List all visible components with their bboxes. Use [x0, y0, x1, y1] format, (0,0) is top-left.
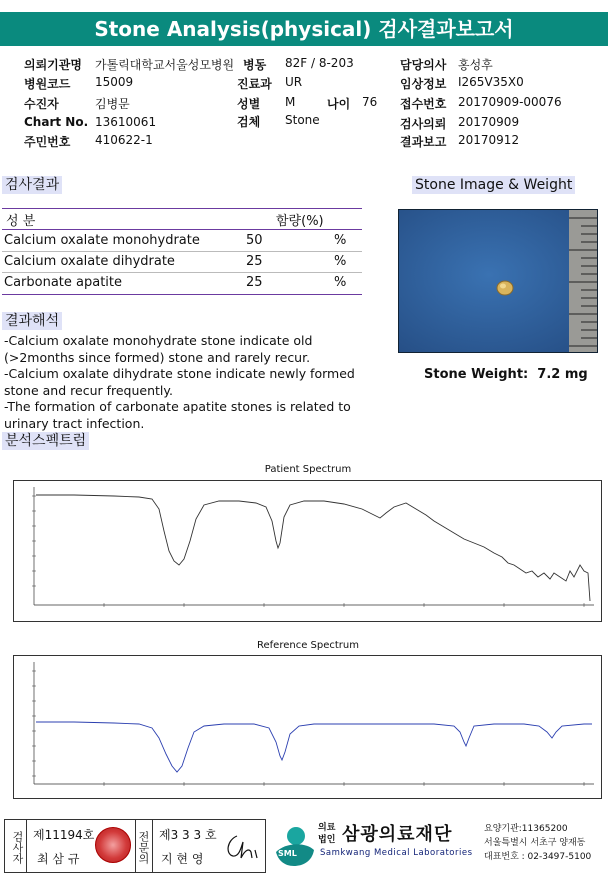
institution-value: 가톨릭대학교서울성모병원 — [95, 58, 235, 72]
sex-value: M — [285, 95, 296, 109]
dept-value: UR — [285, 75, 303, 89]
ward-value: 82F / 8-203 — [285, 56, 354, 70]
interpretation-line: -The formation of carbonate apatite stones is related to urinary tract infection. — [4, 399, 351, 431]
report-title: Stone Analysis(physical) 검사결과보고서 — [0, 12, 608, 46]
receipt-label: 접수번호 — [400, 97, 447, 111]
lab-contact — [484, 822, 591, 864]
stone-photo-graphic — [399, 210, 598, 353]
clinical-label: 임상정보 — [400, 77, 447, 91]
stone-photo — [398, 209, 598, 353]
row-unit: % — [334, 233, 347, 248]
specimen-label: 검체 — [237, 115, 261, 129]
signature-box — [4, 819, 266, 873]
hospital-code-value: 15009 — [95, 75, 134, 89]
row-unit: % — [334, 275, 347, 290]
row-value: 25 — [246, 275, 263, 290]
resident-value: 410622-1 — [95, 133, 153, 147]
col-component: 성 분 — [6, 214, 36, 229]
row-unit: % — [334, 254, 347, 269]
specialist-no: 제3 3 3 호 — [159, 828, 217, 842]
recipient-label: 수진자 — [24, 97, 59, 111]
inspector-label: 검사자 — [5, 820, 27, 872]
inspector-name: 최 삼 규 — [37, 852, 80, 866]
row-divider — [2, 251, 362, 252]
lab-code: 요양기관:11365200 — [484, 824, 568, 834]
recipient-value: 김병문 — [95, 97, 130, 111]
row-name: Calcium oxalate dihydrate — [4, 254, 175, 269]
spectrum-title: 분석스펙트럼 — [2, 432, 89, 450]
dept-label: 진료과 — [237, 77, 272, 91]
interpretation-text — [4, 333, 364, 432]
reference-spectrum-chart — [13, 655, 602, 799]
age-value: 76 — [362, 95, 378, 109]
request-label: 검사의뢰 — [400, 117, 447, 131]
lab-phone: 대표번호 : 02-3497-5100 — [484, 852, 592, 862]
patient-spectrum-line — [36, 495, 590, 601]
row-name: Calcium oxalate monohydrate — [4, 233, 200, 248]
row-value: 50 — [246, 233, 263, 248]
foundation-english: Samkwang Medical Laboratories — [320, 848, 473, 858]
logo-text: SML — [278, 849, 297, 858]
row-value: 25 — [246, 254, 263, 269]
specialist-name: 지 현 영 — [161, 852, 204, 866]
row-divider — [2, 272, 362, 273]
interpretation-line: -Calcium oxalate monohydrate stone indicate old (>2months since formed) stone and rarely recur. — [4, 333, 313, 365]
row-name: Carbonate apatite — [4, 275, 123, 290]
table-header-rule — [2, 229, 362, 230]
clinical-value: I265V35X0 — [458, 75, 524, 89]
interpretation-title: 결과해석 — [2, 312, 62, 330]
foundation-type: 의료법인 — [318, 823, 336, 845]
col-content: 함량(%) — [276, 214, 324, 229]
reference-ticks — [32, 671, 584, 786]
report-date-label: 결과보고 — [400, 135, 447, 149]
inspector-no: 제11194호 — [33, 828, 95, 842]
specimen-value: Stone — [285, 113, 320, 127]
resident-label: 주민번호 — [24, 135, 71, 149]
institution-label: 의뢰기관명 — [24, 58, 82, 72]
inspector-seal — [95, 827, 131, 863]
table-bottom-rule — [2, 294, 362, 295]
doctor-value: 홍성후 — [458, 58, 493, 72]
table-top-rule — [2, 208, 362, 209]
request-value: 20170909 — [458, 115, 520, 129]
specialist-label: 전문의 — [135, 820, 153, 872]
specialist-signature — [221, 830, 263, 864]
doctor-label: 담당의사 — [400, 58, 447, 72]
patient-spectrum-plot — [14, 481, 601, 621]
report-date-value: 20170912 — [458, 133, 520, 147]
interpretation-line: -Calcium oxalate dihydrate stone indicate newly formed stone and recur frequently. — [4, 366, 355, 398]
lab-address: 서울특별시 서초구 양재동 — [484, 838, 586, 848]
reference-spectrum-title: Reference Spectrum — [257, 640, 359, 651]
reference-spectrum-line — [36, 722, 592, 772]
patient-spectrum-title: Patient Spectrum — [264, 464, 352, 475]
sex-label: 성별 — [237, 97, 261, 111]
stone-title: Stone Image & Weight — [412, 176, 575, 194]
stone-weight-value: 7.2 mg — [537, 367, 588, 382]
reference-spectrum-plot — [14, 656, 601, 798]
patient-ticks — [32, 496, 584, 607]
patient-spectrum-chart — [13, 480, 602, 622]
hospital-code-label: 병원코드 — [24, 77, 71, 91]
stone-weight-label: Stone Weight: — [424, 367, 529, 382]
foundation-name: 삼광의료재단 — [342, 824, 453, 845]
chart-value: 13610061 — [95, 115, 157, 129]
chart-label: Chart No. — [24, 115, 89, 129]
receipt-value: 20170909-00076 — [458, 95, 562, 109]
sml-logo-icon — [272, 822, 316, 868]
age-label: 나이 — [327, 97, 351, 111]
stone-weight — [424, 367, 588, 382]
results-title: 검사결과 — [2, 176, 62, 194]
ward-label: 병동 — [243, 58, 267, 72]
